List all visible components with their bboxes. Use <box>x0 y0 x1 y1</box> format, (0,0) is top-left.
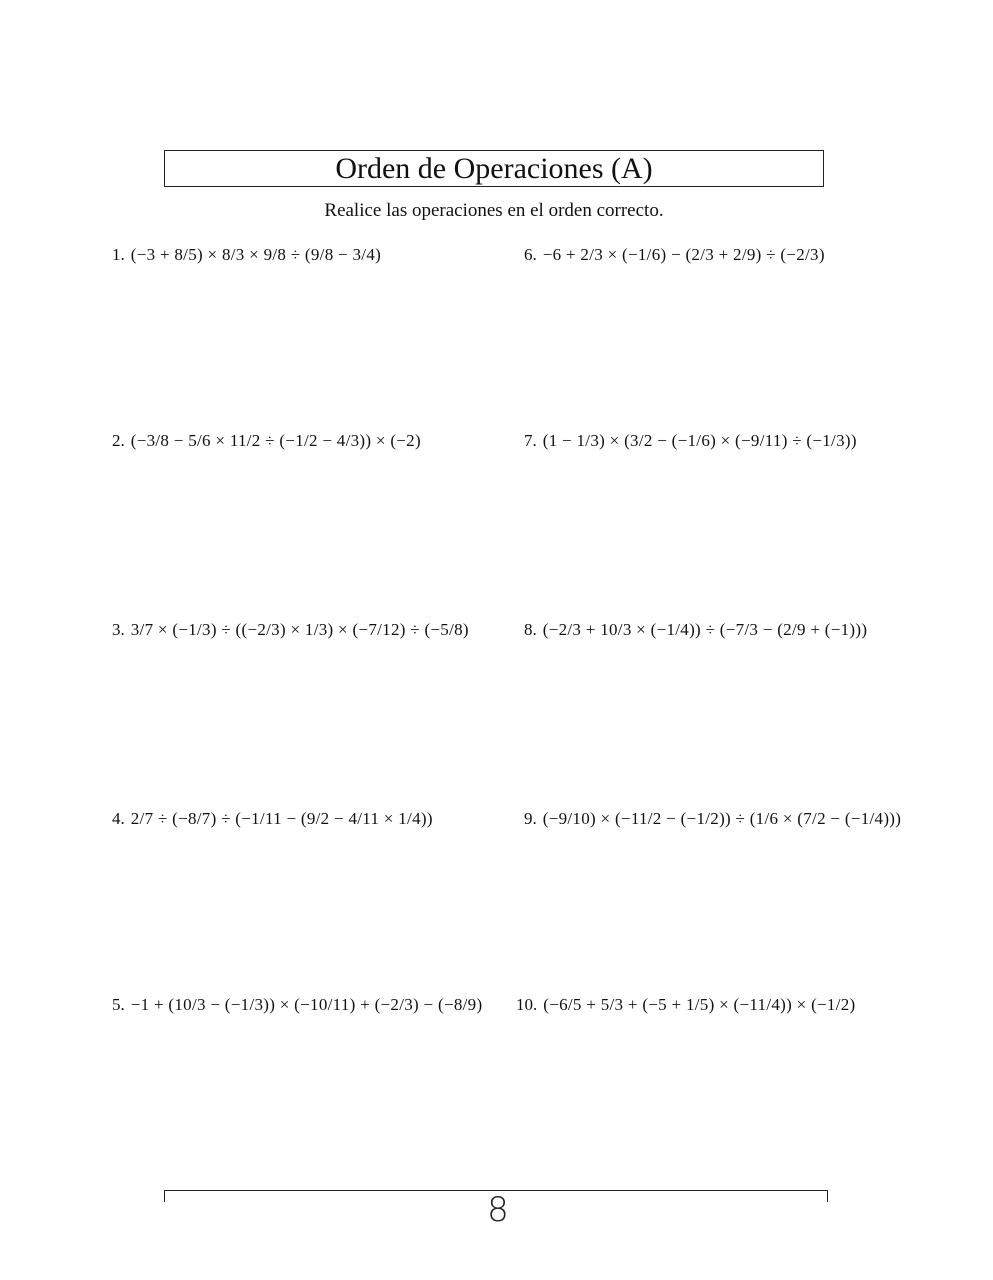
problem-number: 7. <box>524 431 537 450</box>
problem-expression: (−2/3 + 10/3 × (−1/4)) ÷ (−7/3 − (2/9 + (−1))) <box>542 620 868 639</box>
problem-expression: 2/7 ÷ (−8/7) ÷ (−1/11 − (9/2 − 4/11 × 1/4)) <box>130 809 433 828</box>
problem-number: 8. <box>524 620 537 639</box>
problem-7 <box>524 426 857 456</box>
title-box <box>164 150 824 187</box>
handwritten-page-mark: 8 <box>487 1190 509 1230</box>
problem-3 <box>112 615 469 645</box>
problem-expression: (−3/8 − 5/6 × 11/2 ÷ (−1/2 − 4/3)) × (−2) <box>130 431 421 450</box>
problem-6 <box>524 240 825 270</box>
problem-expression: −6 + 2/3 × (−1/6) − (2/3 + 2/9) ÷ (−2/3) <box>542 245 825 264</box>
instructions: Realice las operaciones en el orden correcto. <box>324 200 664 221</box>
problem-8 <box>524 615 867 645</box>
problem-10 <box>516 990 856 1020</box>
problem-number: 3. <box>112 620 125 639</box>
problem-number: 2. <box>112 431 125 450</box>
problem-number: 6. <box>524 245 537 264</box>
problem-number: 9. <box>524 809 537 828</box>
problem-expression: (−6/5 + 5/3 + (−5 + 1/5) × (−11/4)) × (−1/2) <box>543 995 856 1014</box>
problem-expression: 3/7 × (−1/3) ÷ ((−2/3) × 1/3) × (−7/12) ÷ (−5/8) <box>130 620 469 639</box>
problem-9 <box>524 804 901 834</box>
problem-number: 4. <box>112 809 125 828</box>
problem-number: 5. <box>112 995 125 1014</box>
problem-1 <box>112 240 381 270</box>
problem-2 <box>112 426 421 456</box>
problem-expression: (−3 + 8/5) × 8/3 × 9/8 ÷ (9/8 − 3/4) <box>130 245 382 264</box>
problem-expression: (1 − 1/3) × (3/2 − (−1/6) × (−9/11) ÷ (−1/3)) <box>542 431 857 450</box>
page-title: Orden de Operaciones (A) <box>335 151 653 185</box>
problem-expression: −1 + (10/3 − (−1/3)) × (−10/11) + (−2/3) − (−8/9) <box>130 995 483 1014</box>
problem-number: 10. <box>516 995 538 1014</box>
problem-5 <box>112 990 482 1020</box>
problem-4 <box>112 804 433 834</box>
problem-expression: (−9/10) × (−11/2 − (−1/2)) ÷ (1/6 × (7/2 − (−1/4))) <box>542 809 902 828</box>
problem-number: 1. <box>112 245 125 264</box>
